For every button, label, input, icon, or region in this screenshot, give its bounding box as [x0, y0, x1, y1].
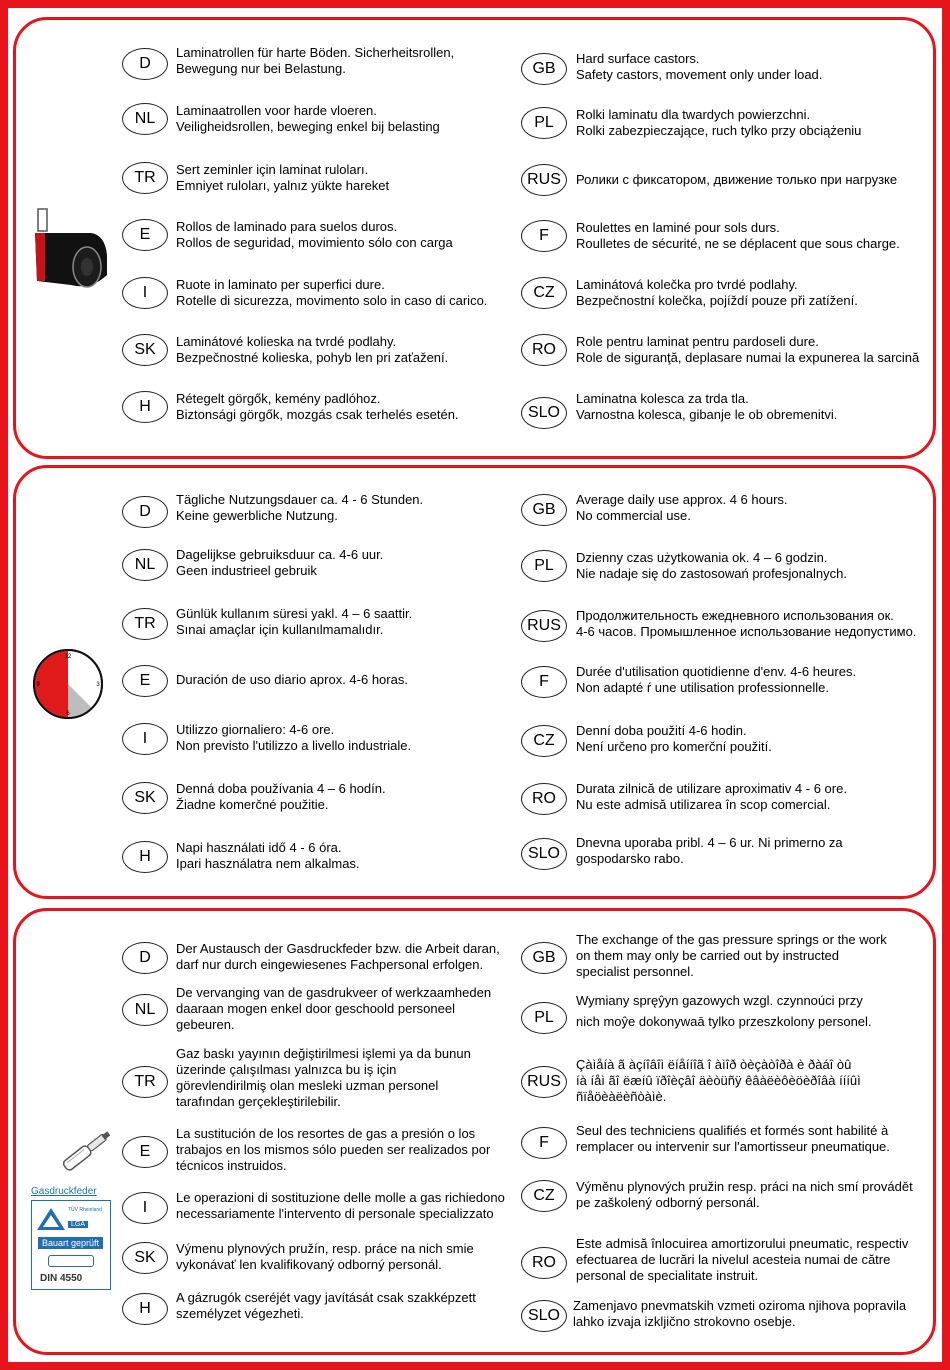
language-code: D	[122, 942, 168, 974]
language-code: I	[122, 723, 168, 755]
entry-text: Este admisă înlocuirea amortizorului pneumatic, respectiv efectuarea de lucrări la nivelul acesteia numai de către personal de specialitate instruit.	[576, 1236, 909, 1283]
entry-text: Roulettes en laminé pour sols durs. Roulletes de sécurité, ne se déplacent que sous charge.	[576, 220, 900, 251]
language-code: I	[122, 277, 168, 309]
entry-text: Ruote in laminato per superfici dure. Rotelle di sicurezza, movimento solo in caso di carico.	[176, 277, 488, 308]
entry-text: Günlük kullanım süresi yakl. 4 – 6 saattir. Sınai amaçlar için kullanılmamalıdır.	[176, 606, 413, 637]
language-code: SK	[122, 334, 168, 366]
language-code: RO	[521, 783, 567, 815]
language-code: GB	[521, 494, 567, 526]
entry-text: Rétegelt görgők, kemény padlóhoz. Biztonsági görgők, mozgás csak terhelés esetén.	[176, 391, 459, 422]
language-code: GB	[521, 942, 567, 974]
language-code: RUS	[521, 164, 567, 196]
language-code: NL	[122, 549, 168, 581]
entry-text: Wymiany spręŷyn gazowych wzgl. czynnoúci przy nich moŷe dokonywaā tylko przeszkolony personel.	[576, 993, 872, 1029]
entry-text: Laminátové kolieska na tvrdé podlahy. Bezpečnostné kolieska, pohyb len pri zaťažení.	[176, 334, 449, 365]
entry-text: A gázrugók cseréjét vagy javítását csak szakképzett személyzet végezheti.	[176, 1290, 476, 1321]
badge-line-2: LGA	[68, 1221, 88, 1228]
language-code: CZ	[521, 725, 567, 757]
entry-text: Dnevna uporaba pribl. 4 – 6 ur. Ni primerno za gospodarsko rabo.	[576, 835, 843, 866]
badge-stamp-box	[48, 1255, 94, 1267]
badge-line-1: TÜV Rheinland	[68, 1207, 102, 1213]
entry-text: Le operazioni di sostituzione delle molle a gas richiedono necessariamente l'intervento di personale specializzato	[176, 1190, 505, 1221]
language-code: SLO	[521, 1300, 567, 1332]
language-code: F	[521, 1127, 567, 1159]
entry-text: Hard surface castors. Safety castors, movement only under load.	[576, 51, 823, 82]
entry-text: Zamenjavo pnevmatskih vzmeti oziroma njihova popravila lahko izvaja izkljično strokovno osebje.	[573, 1298, 907, 1329]
clock-number-12: 12	[64, 654, 72, 660]
entry-text: Laminatrollen für harte Böden. Sicherheitsrollen, Bewegung nur bei Belastung.	[176, 45, 455, 76]
language-code: E	[122, 1136, 168, 1168]
section-daily-use	[13, 465, 936, 899]
clock-icon	[30, 646, 106, 722]
language-code: E	[122, 665, 168, 697]
entry-text: Sert zeminler için laminat ruloları. Emniyet ruloları, yalnız yükte hareket	[176, 162, 390, 193]
entry-text: Laminaatrollen voor harde vloeren. Veiligheidsrollen, beweging enkel bij belasting	[176, 103, 440, 134]
language-code: NL	[122, 103, 168, 135]
language-code: SLO	[521, 397, 567, 429]
entry-text: Laminatna kolesca za trda tla. Varnostna kolesca, gibanje le ob obremenitvi.	[576, 391, 838, 422]
entry-text: Der Austausch der Gasdruckfeder bzw. die Arbeit daran, darf nur durch eingewiesenes Fachpersonal erfolgen.	[176, 941, 500, 972]
language-code: PL	[521, 550, 567, 582]
language-code: F	[521, 220, 567, 252]
section-gas-spring	[13, 908, 936, 1355]
triangle-logo-icon	[36, 1207, 66, 1231]
entry-text: Ролики с фиксатором, движение только при нагрузке	[576, 172, 898, 187]
entry-text: Výmenu plynových pružín, resp. práce na nich smie vykonávať len kvalifikovaný odborný personál.	[176, 1241, 474, 1272]
entry-text: La sustitución de los resortes de gas a presión o los trabajos en los mismos sólo pueden ser realizados por técnicos instruidos.	[176, 1126, 491, 1173]
entry-text: Napi használati idő 4 - 6 óra. Ipari használatra nem alkalmas.	[176, 840, 360, 871]
castor-wheel-icon	[31, 205, 111, 295]
din-certification-badge	[31, 1186, 115, 1301]
language-code: I	[122, 1192, 168, 1224]
badge-line-4: DIN 4550	[40, 1273, 83, 1284]
language-code: PL	[521, 1002, 567, 1034]
entry-text: Rollos de laminado para suelos duros. Rollos de seguridad, movimiento sólo con carga	[176, 219, 453, 250]
clock-number-9: 9	[36, 682, 40, 688]
language-code: SLO	[521, 838, 567, 870]
entry-text: Denní doba použití 4-6 hodin. Není určeno pro komerční použití.	[576, 723, 772, 754]
entry-text: Продолжительность ежедневного использования ок. 4-6 часов. Промышленное использование недопустимо.	[576, 608, 917, 639]
badge-title: Gasdruckfeder	[31, 1186, 97, 1197]
gas-spring-icon	[56, 1119, 118, 1183]
entry-text: Durée d'utilisation quotidienne d'env. 4-6 heures. Non adapté ŕ une utilisation professionnelle.	[576, 664, 857, 695]
language-code: D	[122, 48, 168, 80]
entry-text: Výměnu plynových pružin resp. práci na nich smí provádět pe zaškolený odborný personál.	[576, 1179, 913, 1210]
language-code: CZ	[521, 1180, 567, 1212]
entry-text: De vervanging van de gasdrukveer of werkzaamheden daaraan mogen enkel door geschoold personeel gebeuren.	[176, 985, 492, 1032]
language-code: RO	[521, 1247, 567, 1279]
entry-text: Gaz baskı yayının değiştirilmesi işlemi ya da bunun üzerinde çalışılması yalnızca bu iş için görevlendirilmiş olan mesleki uzman personel tarafından gerçekleştirilebilir.	[176, 1046, 471, 1109]
language-code: D	[122, 496, 168, 528]
entry-text: Duración de uso diario aprox. 4-6 horas.	[176, 672, 408, 687]
entry-text: Average daily use approx. 4 6 hours. No commercial use.	[576, 492, 788, 523]
language-code: GB	[521, 53, 567, 85]
entry-text: Tägliche Nutzungsdauer ca. 4 - 6 Stunden. Keine gewerbliche Nutzung.	[176, 492, 424, 523]
entry-text: Utilizzo giornaliero: 4-6 ore. Non previsto l'utilizzo a livello industriale.	[176, 722, 412, 753]
language-code: CZ	[521, 277, 567, 309]
section-castors	[13, 17, 936, 459]
badge-line-3: Bauart geprüft	[38, 1237, 103, 1249]
entry-text: Seul des techniciens qualifiés et formés sont habilité à remplacer ou intervenir sur l'amortisseur pneumatique.	[576, 1123, 890, 1154]
language-code: F	[521, 666, 567, 698]
language-code: RO	[521, 334, 567, 366]
language-code: TR	[122, 1066, 168, 1098]
clock-red-sector	[35, 651, 68, 717]
language-code: TR	[122, 608, 168, 640]
entry-text: Rolki laminatu dla twardych powierzchni. Rolki zabezpieczające, ruch tylko przy obciążeniu	[576, 107, 862, 138]
language-code: RUS	[521, 610, 567, 642]
language-code: SK	[122, 1242, 168, 1274]
language-code: E	[122, 219, 168, 251]
entry-text: Role pentru laminat pentru pardoseli dure. Role de siguranţă, deplasare numai la expunerea la sarcină	[576, 334, 920, 365]
language-code: H	[122, 841, 168, 873]
language-code: H	[122, 1293, 168, 1325]
badge-box	[31, 1200, 111, 1290]
clock-number-3: 3	[96, 682, 100, 688]
language-code: PL	[521, 107, 567, 139]
entry-text: Denná doba používania 4 – 6 hodín. Žiadne komerčné použitie.	[176, 781, 386, 812]
language-code: RUS	[521, 1066, 567, 1098]
clock-number-6: 6	[66, 711, 70, 717]
entry-text: Durata zilnică de utilizare aproximativ 4 - 6 ore. Nu este admisă utilizarea în scop comercial.	[576, 781, 847, 812]
language-code: TR	[122, 162, 168, 194]
entry-text: Dagelijkse gebruiksduur ca. 4-6 uur. Geen industrieel gebruik	[176, 547, 384, 578]
language-code: SK	[122, 782, 168, 814]
entry-text: Laminátová kolečka pro tvrdé podlahy. Bezpečnostní kolečka, pojíždí pouze při zatížení.	[576, 277, 858, 308]
language-code: NL	[122, 994, 168, 1026]
entry-text: Çàìåíà ã àçíîâîì ëíåííîã î àìîð òèçàòîðà è ðàáî òû íà íåì ãî ëæíû ïðîèçâî äèòüñÿ êâàëèôèöèðîâà íííûì ñïåöèàëèñòàìè.	[576, 1057, 861, 1104]
language-code: H	[122, 391, 168, 423]
entry-text: The exchange of the gas pressure springs or the work on them may only be carried out by instructed specialist personnel.	[576, 932, 887, 979]
entry-text: Dzienny czas użytkowania ok. 4 – 6 godzin. Nie nadaje się do zastosowań profesjonalnych.	[576, 550, 848, 581]
